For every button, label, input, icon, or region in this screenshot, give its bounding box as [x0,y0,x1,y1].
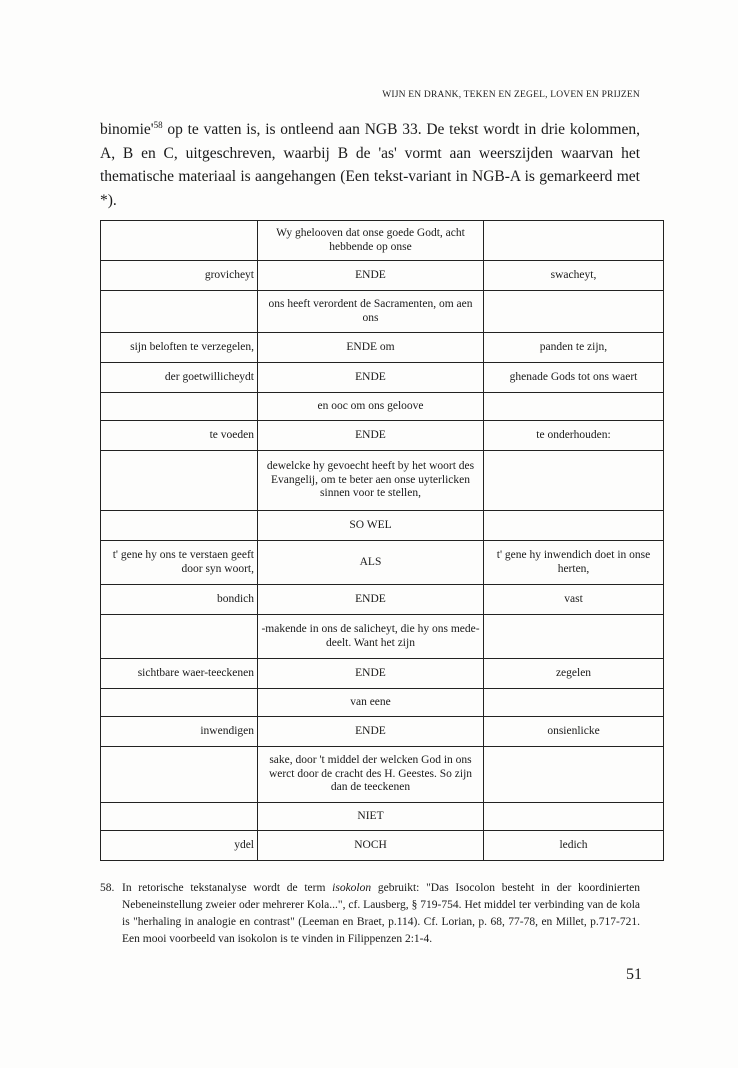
column-b-cell: ENDE [258,659,484,689]
column-a-cell [101,393,258,421]
footnote-text [122,880,640,948]
column-b-cell: NIET [258,803,484,831]
footnote-ref[interactable]: 58 [153,120,163,130]
table-row [101,689,664,717]
table-row [101,363,664,393]
column-c-cell [484,615,664,659]
column-b-cell: NOCH [258,831,484,861]
intro-paragraph [100,118,640,212]
table-row [101,421,664,451]
column-a-cell [101,747,258,803]
column-a-cell [101,511,258,541]
footnote-text-start: In retorische tekstanalyse wordt de term [122,882,333,894]
column-c-cell: onsienlicke [484,717,664,747]
column-a-cell: sichtbare waer-teeckenen [101,659,258,689]
footnote-text-rest: gebruikt: "Das Isocolon besteht in der koordinierten Nebeneinstellung zweier oder mehrerer Kola...", cf. Lausberg, § 719-754. Het middel ter verbinding van de kola is "herhaling in analogie en contrast" (Leeman en Braet, p.114). Cf. Lorian, p. 68, 77-78, en Millet, p.717-721. Een mooi voorbeeld van isokolon is te vinden in Filippenzen 2:1-4. [122,882,640,945]
column-b-cell: ENDE [258,585,484,615]
kola-table [100,220,664,861]
column-c-cell [484,689,664,717]
table-row [101,261,664,291]
column-b-cell: sake, door 't middel der welcken God in ons werct door de cracht des H. Geestes. So zijn dan de teeckenen [258,747,484,803]
intro-text-rest: op te vatten is, is ontleend aan NGB 33. De tekst wordt in drie kolommen, A, B en C, uitgeschreven, waarbij B de 'as' vormt aan weerszijden waarvan het thematische materiaal is aangehangen (Een tekst-variant in NGB-A is gemarkeerd met *). [100,121,640,209]
column-a-cell [101,689,258,717]
table-row [101,451,664,511]
column-a-cell: grovicheyt [101,261,258,291]
column-c-cell: zegelen [484,659,664,689]
footnote-term: isokolon [332,882,372,894]
column-a-cell: t' gene hy ons te verstaen geeft door syn woort, [101,541,258,585]
footnote [100,880,640,948]
column-a-cell: der goetwillicheydt [101,363,258,393]
column-c-cell: vast [484,585,664,615]
column-a-cell [101,803,258,831]
table-row [101,511,664,541]
column-b-cell: ENDE [258,717,484,747]
table-row [101,221,664,261]
table-row [101,615,664,659]
column-a-cell [101,451,258,511]
column-c-cell [484,393,664,421]
intro-text-start: binomie' [100,121,154,138]
column-b-cell: ALS [258,541,484,585]
column-b-cell: en ooc om ons geloove [258,393,484,421]
column-a-cell: bondich [101,585,258,615]
column-b-cell: ENDE [258,421,484,451]
column-c-cell [484,803,664,831]
kola-table-body [101,221,664,861]
table-row [101,831,664,861]
running-head: WIJN EN DRANK, TEKEN EN ZEGEL, LOVEN EN PRIJZEN [382,90,640,100]
column-a-cell: sijn beloften te verzegelen, [101,333,258,363]
column-c-cell: ledich [484,831,664,861]
table-row [101,717,664,747]
column-a-cell [101,221,258,261]
column-b-cell: ons heeft verordent de Sacramenten, om aen ons [258,291,484,333]
footnote-number: 58. [100,882,115,894]
table-row [101,393,664,421]
column-c-cell [484,451,664,511]
column-b-cell: ENDE [258,261,484,291]
table-row [101,541,664,585]
table-row [101,585,664,615]
column-c-cell: ghenade Gods tot ons waert [484,363,664,393]
column-b-cell: Wy ghelooven dat onse goede Godt, acht hebbende op onse [258,221,484,261]
column-b-cell: -makende in ons de salicheyt, die hy ons mede-deelt. Want het zijn [258,615,484,659]
column-b-cell: ENDE om [258,333,484,363]
column-b-cell: dewelcke hy gevoecht heeft by het woort des Evangelij, om te beter aen onse uyterlicken sinnen voor te stellen, [258,451,484,511]
table-row [101,659,664,689]
table-row [101,291,664,333]
column-c-cell: panden te zijn, [484,333,664,363]
column-c-cell [484,291,664,333]
table-row [101,803,664,831]
column-a-cell: te voeden [101,421,258,451]
column-b-cell: ENDE [258,363,484,393]
page-number: 51 [626,966,642,983]
column-a-cell [101,615,258,659]
column-a-cell: inwendigen [101,717,258,747]
column-a-cell [101,291,258,333]
column-b-cell: van eene [258,689,484,717]
column-b-cell: SO WEL [258,511,484,541]
column-c-cell: t' gene hy inwendich doet in onse herten, [484,541,664,585]
column-c-cell [484,747,664,803]
table-row [101,333,664,363]
table-row [101,747,664,803]
column-c-cell [484,221,664,261]
column-c-cell: te onderhouden: [484,421,664,451]
column-c-cell: swacheyt, [484,261,664,291]
column-a-cell: ydel [101,831,258,861]
column-c-cell [484,511,664,541]
